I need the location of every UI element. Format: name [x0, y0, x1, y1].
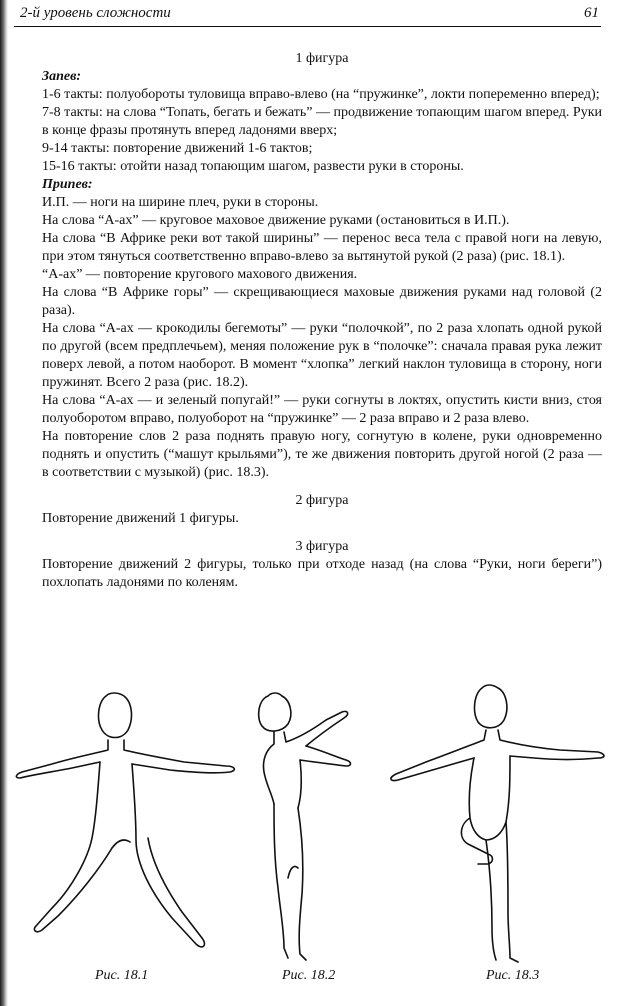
zapev-line: 7-8 такты: на слова “Топать, бегать и бежать” — продвижение топающим шагом вперед. Руки в конце фразы протянуть вперед ладонями вверх; — [42, 105, 602, 138]
zapev-label: Запев: — [42, 69, 82, 84]
main-text — [42, 50, 602, 592]
figure-captions — [0, 968, 617, 992]
figure-3-text: Повторение движений 2 фигуры, только при отходе назад (на слова “Руки, ноги береги”) похлопать ладонями по коленям. — [42, 557, 602, 590]
figure-18-1-drawing — [16, 693, 234, 947]
figure-3-heading: 3 фигура — [295, 539, 349, 554]
pripev-line: “А-ах” — повторение кругового махового движения. — [42, 267, 358, 282]
pripev-line: На повторение слов 2 раза поднять правую ногу, согнутую в колене, руки одновременно поднять и опустить (“машут крыльями”), те же движения повторить другой ногой (2 раза — в соответствии с музыкой) (рис. 18.3). — [42, 429, 602, 480]
zapev-line: 15-16 такты: отойти назад топающим шагом, развести руки в стороны. — [42, 159, 464, 174]
pripev-line: На слова “А-ах” — круговое маховое движение руками (остановиться в И.П.). — [42, 213, 510, 228]
pripev-label: Припев: — [42, 177, 93, 192]
pripev-line: На слова “В Африке горы” — скрещивающиеся маховые движения руками над головой (2 раза). — [42, 285, 602, 318]
zapev-line: 1-6 такты: полуобороты туловища вправо-влево (на “пружинке”, локти попеременно вперед); — [42, 87, 600, 102]
zapev-line: 9-14 такты: повторение движений 1-6 тактов; — [42, 141, 313, 156]
running-header — [14, 4, 601, 27]
caption-18-1: Рис. 18.1 — [95, 968, 149, 983]
dance-illustrations — [12, 668, 610, 968]
figure-18-2-drawing — [259, 693, 351, 960]
pripev-line: На слова “В Африке реки вот такой ширины” — перенос веса тела с правой ноги на левую, при этом тянуться соответственно вправо-влево за вытянутой рукой (2 раза) (рис. 18.1). — [42, 231, 602, 264]
page-spine-shadow — [0, 0, 8, 1006]
pripev-line: На слова “А-ах — и зеленый попугай!” — руки согнуты в локтях, опустить кисти вниз, стоя полуоборотом вправо, полуоборот на “пружинке” — 2 раза вправо и 2 раза влево. — [42, 393, 602, 426]
figure-2-text: Повторение движений 1 фигуры. — [42, 511, 239, 526]
figure-18-3-drawing — [391, 685, 604, 962]
header-section-title: 2-й уровень сложности — [20, 5, 171, 21]
caption-18-2: Рис. 18.2 — [282, 968, 336, 983]
caption-18-3: Рис. 18.3 — [486, 968, 540, 983]
figure-2-heading: 2 фигура — [295, 493, 349, 508]
pripev-line: И.П. — ноги на ширине плеч, руки в стороны. — [42, 195, 319, 210]
figure-1-heading: 1 фигура — [295, 51, 349, 66]
page-number: 61 — [584, 5, 599, 21]
pripev-line: На слова “А-ах — крокодилы бегемоты” — руки “полочкой”, по 2 раза хлопать одной рукой по другой (всем предплечьем), меняя положение рук в “полочке”: сначала правая рука лежит поверх левой, а потом наоборот. В момент “хлопка” легкий наклон туловища в сторону, ноги пружинят. Всего 2 раза (рис. 18.2). — [42, 321, 602, 390]
